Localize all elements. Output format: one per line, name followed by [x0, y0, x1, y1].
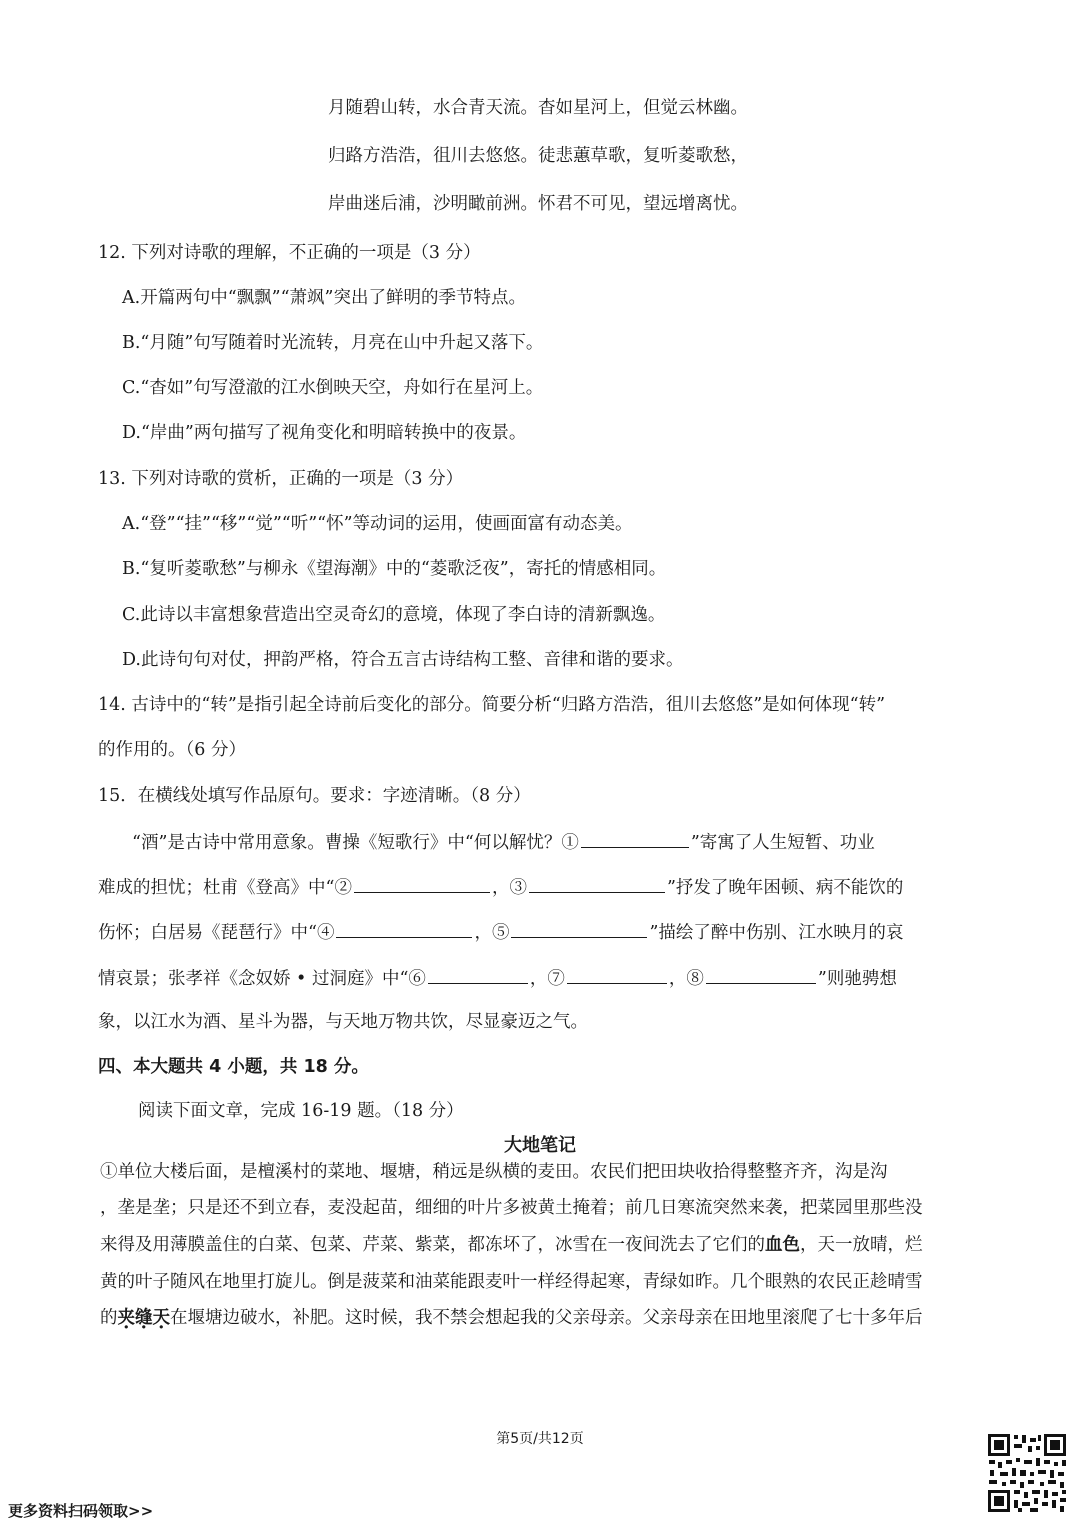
- q15-text: ，⑤: [474, 923, 510, 943]
- q15-text: 情哀景；张孝祥《念奴娇 • 过洞庭》中“⑥: [98, 969, 426, 989]
- answer-blank-8[interactable]: [706, 965, 816, 984]
- poem-line-2: 归路方浩浩，徂川去悠悠。徒悲蕙草歌，复听菱歌愁，: [328, 146, 748, 166]
- question-12-stem: 12. 下列对诗歌的理解，不正确的一项是（3 分）: [98, 243, 481, 263]
- answer-blank-7[interactable]: [567, 965, 667, 984]
- q15-text: ”寄寓了人生短暂、功业: [690, 833, 875, 853]
- question-15-line-5: 象，以江水为酒、星斗为器，与天地万物共饮，尽显豪迈之气。: [98, 1012, 588, 1032]
- section-4-heading: 四、本大题共 4 小题，共 18 分。: [98, 1057, 369, 1077]
- question-12-option-d: D.“岸曲”两句描写了视角变化和明暗转换中的夜景。: [122, 423, 527, 443]
- question-15-stem: 15．在横线处填写作品原句。要求：字迹清晰。（8 分）: [98, 786, 531, 806]
- question-13-option-a: A.“登”“挂”“移”“觉”“听”“怀”等动词的运用，使画面富有动态美。: [122, 514, 633, 534]
- emphasis-char: 夹: [117, 1308, 135, 1328]
- article-line-3: [100, 1233, 923, 1257]
- answer-blank-1[interactable]: [581, 829, 689, 848]
- article-line-5: [100, 1306, 923, 1330]
- answer-blank-2[interactable]: [354, 874, 490, 893]
- poem-line-3: 岸曲迷后浦，沙明瞰前洲。怀君不可见，望远增离忧。: [328, 194, 748, 214]
- answer-blank-3[interactable]: [529, 874, 665, 893]
- page-number: 第5页/共12页: [496, 1431, 584, 1447]
- section-4-instruction: 阅读下面文章，完成 16-19 题。（18 分）: [138, 1101, 464, 1121]
- emphasis-char: 缝: [135, 1308, 153, 1328]
- question-13-stem: 13. 下列对诗歌的赏析，正确的一项是（3 分）: [98, 469, 464, 489]
- question-13-option-b: B.“复听菱歌愁”与柳永《望海潮》中的“菱歌泛夜”，寄托的情感相同。: [122, 559, 667, 579]
- article-text: ，天一放晴，烂: [800, 1235, 923, 1255]
- article-text: 来得及用薄膜盖住的白菜、包菜、芹菜、紫菜，都冻坏了，冰雪在一夜间洗去了它们的: [100, 1235, 765, 1255]
- answer-blank-5[interactable]: [511, 919, 647, 938]
- q15-text: ，③: [491, 878, 527, 898]
- question-12-option-b: B.“月随”句写随着时光流转，月亮在山中升起又落下。: [122, 333, 544, 353]
- poem-line-1: 月随碧山转，水合青天流。杳如星河上，但觉云林幽。: [328, 98, 748, 118]
- q15-text: 伤怀；白居易《琵琶行》中“④: [98, 923, 335, 943]
- article-text: 在堰塘边破水，补肥。这时候，我不禁会想起我的父亲母亲。父亲母亲在田地里滚爬了七十多年后: [170, 1308, 923, 1328]
- answer-blank-4[interactable]: [336, 919, 472, 938]
- article-line-4: 黄的叶子随风在地里打旋儿。倒是菠菜和油菜能跟麦叶一样经得起寒，青绿如昨。几个眼熟的农民正趁晴雪: [100, 1272, 923, 1292]
- question-13-option-c: C.此诗以丰富想象营造出空灵奇幻的意境，体现了李白诗的清新飘逸。: [122, 605, 666, 625]
- question-12-option-c: C.“杳如”句写澄澈的江水倒映天空，舟如行在星河上。: [122, 378, 544, 398]
- question-14-line-1: 14. 古诗中的“转”是指引起全诗前后变化的部分。简要分析“归路方浩浩，徂川去悠悠”是如何体现“转”: [98, 695, 886, 715]
- question-15-line-2: [98, 874, 903, 900]
- q15-text: ”抒发了晚年困顿、病不能饮的: [666, 878, 904, 898]
- qr-code-icon[interactable]: [986, 1432, 1068, 1514]
- article-line-1: ①单位大楼后面，是檀溪村的菜地、堰塘，稍远是纵横的麦田。农民们把田块收拾得整整齐齐，沟是沟: [100, 1162, 888, 1182]
- question-13-option-d: D.此诗句句对仗，押韵严格，符合五言古诗结构工整、音律和谐的要求。: [122, 650, 684, 670]
- article-title: 大地笔记: [504, 1135, 576, 1156]
- q15-text: ”描绘了醉中伤别、江水映月的哀: [649, 923, 904, 943]
- answer-blank-6[interactable]: [428, 965, 528, 984]
- question-15-line-4: [98, 965, 897, 991]
- question-12-option-a: A.开篇两句中“飘飘”“萧飒”突出了鲜明的季节特点。: [122, 288, 526, 308]
- article-emphasis: 血色: [765, 1235, 800, 1255]
- more-materials-link[interactable]: 更多资料扫码领取>>: [8, 1502, 154, 1520]
- q15-text: ，⑧: [668, 969, 704, 989]
- question-15-line-1: [132, 829, 875, 855]
- article-text: 的: [100, 1308, 118, 1328]
- q15-text: 难成的担忧；杜甫《登高》中“②: [98, 878, 352, 898]
- article-line-2: ，垄是垄；只是还不到立春，麦没起苗，细细的叶片多被黄土掩着；前几日寒流突然来袭，把菜园里那些没: [100, 1198, 923, 1218]
- q15-text: ”则驰骋想: [817, 969, 897, 989]
- question-15-line-3: [98, 919, 903, 945]
- q15-text: “酒”是古诗中常用意象。曹操《短歌行》中“何以解忧？①: [132, 833, 579, 853]
- emphasis-char: 天: [152, 1308, 170, 1328]
- q15-text: ，⑦: [529, 969, 565, 989]
- question-14-line-2: 的作用的。（6 分）: [98, 740, 246, 760]
